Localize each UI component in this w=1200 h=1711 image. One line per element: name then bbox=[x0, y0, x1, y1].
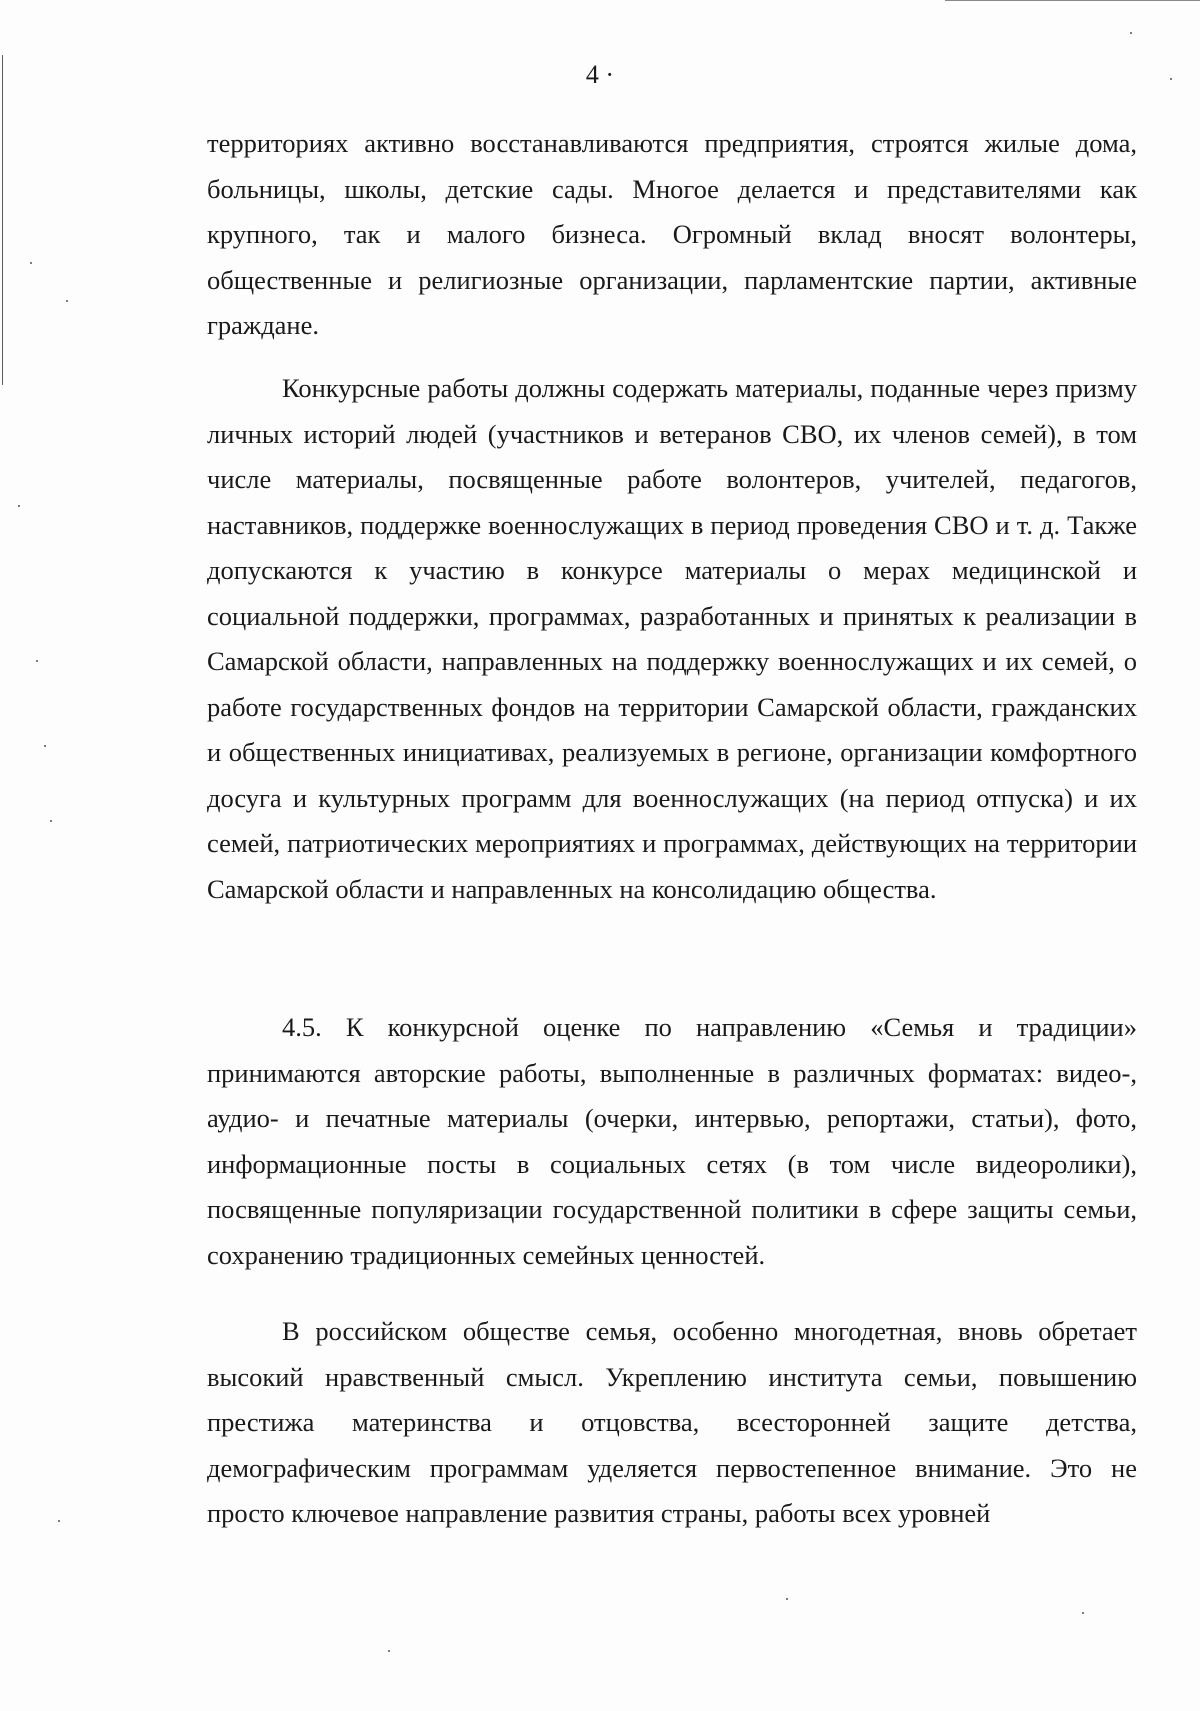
scan-speck bbox=[1130, 32, 1132, 34]
paragraph-4 bbox=[207, 1309, 1137, 1537]
paragraph-text: 4.5. К конкурсной оценке по направлению «Семья и традиции» принимаются авторские работы, выполненные в различных форматах: видео-, аудио- и печатные материалы (очерки, интервью, репортажи, статьи), фото, информационные посты в социальных сетях (в том числе видеоролики), посвященные популяризации государственной политики в сфере защиты семьи, сохранению традиционных семейных ценностей. bbox=[207, 1012, 1137, 1270]
paragraph-text: В российском обществе семья, особенно многодетная, вновь обретает высокий нравственный смысл. Укреплению института семьи, повышению престижа материнства и отцовства, всесторонней защите детства, демографическим программам уделяется первостепенное внимание. Это не просто ключевое направление развития страны, работы всех уровней bbox=[207, 1316, 1137, 1528]
scan-speck bbox=[30, 262, 32, 264]
paragraph-1 bbox=[207, 121, 1137, 349]
scan-speck bbox=[58, 1520, 60, 1522]
scan-speck bbox=[44, 745, 46, 747]
scan-speck bbox=[786, 1598, 788, 1600]
scan-speck bbox=[1082, 1612, 1084, 1614]
paragraph-2 bbox=[207, 366, 1137, 912]
scan-edge-top bbox=[945, 0, 1200, 1]
paragraph-3 bbox=[207, 1005, 1137, 1278]
scan-speck bbox=[18, 505, 20, 507]
paragraph-text: Конкурсные работы должны содержать материалы, поданные через призму личных историй людей (участников и ветеранов СВО, их членов семей), в том числе материалы, посвященные работе волонтеров, учителей, педагогов, наставников, поддержке военнослужащих в период проведения СВО и т. д. Также допускаются к участию в конкурсе материалы о мерах медицинской и социальной поддержки, программах, разработанных и принятых к реализации в Самарской области, направленных на поддержку военнослужащих и их семей, о работе государственных фондов на территории Самарской области, гражданских и общественных инициативах, реализуемых в регионе, организации комфортного досуга и культурных программ для военнослужащих (на период отпуска) и их семей, патриотических мероприятиях и программах, действующих на территории Самарской области и направленных на консолидацию общества. bbox=[207, 373, 1137, 904]
page-number: 4 · bbox=[585, 60, 615, 89]
scan-speck bbox=[50, 820, 52, 822]
scan-edge-left bbox=[2, 55, 3, 385]
scan-speck bbox=[66, 300, 68, 302]
paragraph-text: территориях активно восстанавливаются предприятия, строятся жилые дома, больницы, школы, детские сады. Многое делается и представителями как крупного, так и малого бизнеса. Огромный вклад вносят волонтеры, общественные и религиозные организации, парламентские партии, активные граждане. bbox=[207, 128, 1137, 340]
scan-speck bbox=[388, 1650, 390, 1652]
scan-speck bbox=[36, 660, 38, 662]
